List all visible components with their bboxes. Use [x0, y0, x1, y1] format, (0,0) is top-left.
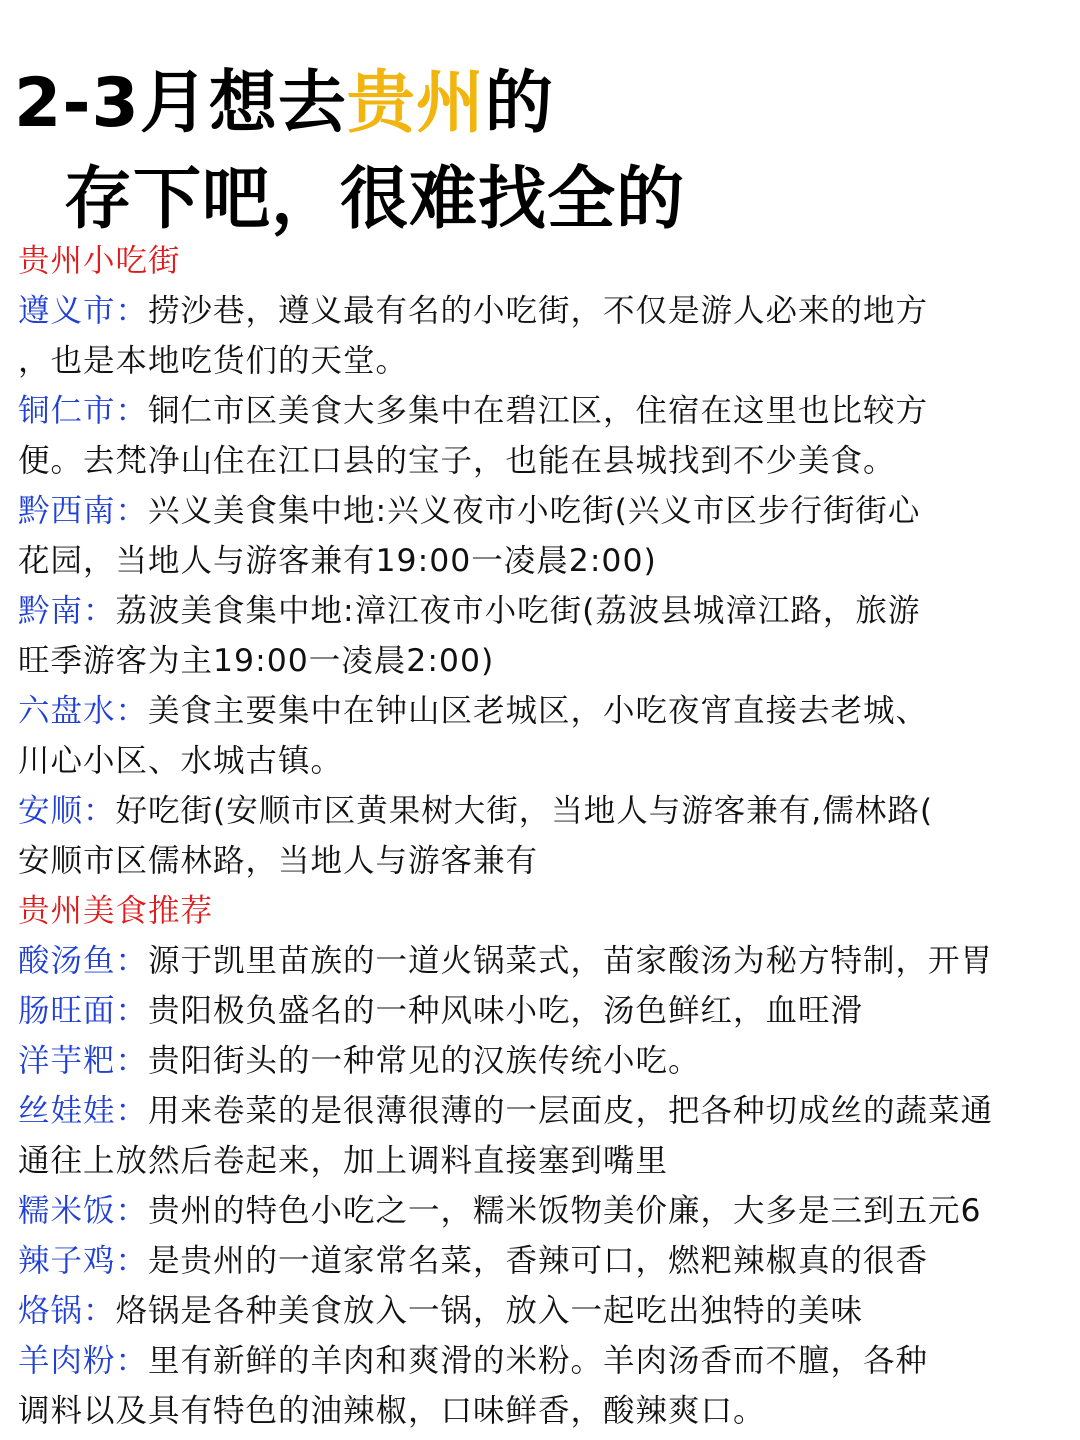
text-line — [18, 1386, 1078, 1436]
title-suffix: 的 — [484, 64, 554, 143]
entry-text: 通往上放然后卷起来，加上调料直接塞到嘴里 — [18, 1143, 669, 1179]
text-line — [18, 286, 1078, 336]
entry-label: 辣子鸡： — [18, 1243, 149, 1279]
text-line — [18, 836, 1078, 886]
text-line — [18, 986, 1078, 1036]
entry-text: 安顺市区儒林路，当地人与游客兼有 — [18, 843, 539, 879]
entry-label: 洋芋粑： — [18, 1043, 149, 1079]
entry-text: 贵州的特色小吃之一，糯米饭物美价廉，大多是三到五元6 — [148, 1193, 982, 1229]
text-line — [18, 436, 1078, 486]
entry-label: 铜仁市： — [18, 393, 149, 429]
text-line — [18, 1086, 1078, 1136]
text-line — [18, 486, 1078, 536]
entry-text: 便。去梵净山住在江口县的宝子，也能在县城找到不少美食。 — [18, 443, 896, 479]
entry-text: 美食主要集中在钟山区老城区，小吃夜宵直接去老城、 — [148, 693, 929, 729]
entry-text: 好吃街(安顺市区黄果树大街，当地人与游客兼有,儒林路( — [115, 793, 934, 829]
entry-text: 烙锅是各种美食放入一锅，放入一起吃出独特的美味 — [115, 1293, 864, 1329]
entry-text: ，也是本地吃货们的天堂。 — [18, 343, 409, 379]
text-line — [18, 386, 1078, 436]
text-line — [18, 936, 1078, 986]
entry-label: 肠旺面： — [18, 993, 149, 1029]
entry-text: 铜仁市区美食大多集中在碧江区，住宿在这里也比较方 — [148, 393, 929, 429]
entry-text: 是贵州的一道家常名菜，香辣可口，燃粑辣椒真的很香 — [148, 1243, 929, 1279]
entry-text: 旺季游客为主19:00一凌晨2:00) — [18, 643, 495, 679]
text-line — [18, 336, 1078, 386]
entry-label: 丝娃娃： — [18, 1093, 149, 1129]
text-line — [18, 1286, 1078, 1336]
text-line — [18, 636, 1078, 686]
article-body — [18, 236, 1078, 1436]
entry-label: 烙锅： — [18, 1293, 116, 1329]
text-line — [18, 536, 1078, 586]
entry-text: 兴义美食集中地:兴义夜市小吃街(兴义市区步行街街心 — [148, 493, 921, 529]
text-line — [18, 1186, 1078, 1236]
section-heading: 贵州美食推荐 — [18, 893, 214, 929]
entry-text: 调料以及具有特色的油辣椒，口味鲜香，酸辣爽口。 — [18, 1393, 766, 1429]
text-line — [18, 686, 1078, 736]
page-title-line-2: 存下吧，很难找全的 — [64, 160, 686, 239]
text-line — [18, 1136, 1078, 1186]
text-line — [18, 786, 1078, 836]
section-heading: 贵州小吃街 — [18, 243, 181, 279]
text-line — [18, 1036, 1078, 1086]
text-line — [18, 586, 1078, 636]
title-prefix: 2-3月想去 — [14, 64, 347, 143]
entry-text: 荔波美食集中地:漳江夜市小吃街(荔波县城漳江路，旅游 — [115, 593, 921, 629]
entry-text: 川心小区、水城古镇。 — [18, 743, 344, 779]
entry-text: 里有新鲜的羊肉和爽滑的米粉。羊肉汤香而不膻，各种 — [148, 1343, 929, 1379]
entry-label: 安顺： — [18, 793, 116, 829]
entry-text: 贵阳极负盛名的一种风味小吃，汤色鲜红，血旺滑 — [148, 993, 864, 1029]
page-title-line-1 — [14, 64, 554, 144]
entry-label: 糯米饭： — [18, 1193, 149, 1229]
text-line — [18, 736, 1078, 786]
entry-label: 黔西南： — [18, 493, 149, 529]
text-line — [18, 1236, 1078, 1286]
entry-text: 用来卷菜的是很薄很薄的一层面皮，把各种切成丝的蔬菜通 — [148, 1093, 994, 1129]
text-line — [18, 1336, 1078, 1386]
entry-text: 捞沙巷，遵义最有名的小吃街，不仅是游人必来的地方 — [148, 293, 929, 329]
entry-text: 花园，当地人与游客兼有19:00一凌晨2:00) — [18, 543, 657, 579]
entry-label: 酸汤鱼： — [18, 943, 149, 979]
entry-text: 源于凯里苗族的一道火锅菜式，苗家酸汤为秘方特制，开胃 — [148, 943, 994, 979]
title-accent-guizhou: 贵州 — [346, 64, 485, 143]
entry-label: 遵义市： — [18, 293, 149, 329]
entry-label: 羊肉粉： — [18, 1343, 149, 1379]
entry-label: 黔南： — [18, 593, 116, 629]
entry-text: 贵阳街头的一种常见的汉族传统小吃。 — [148, 1043, 701, 1079]
entry-label: 六盘水： — [18, 693, 149, 729]
